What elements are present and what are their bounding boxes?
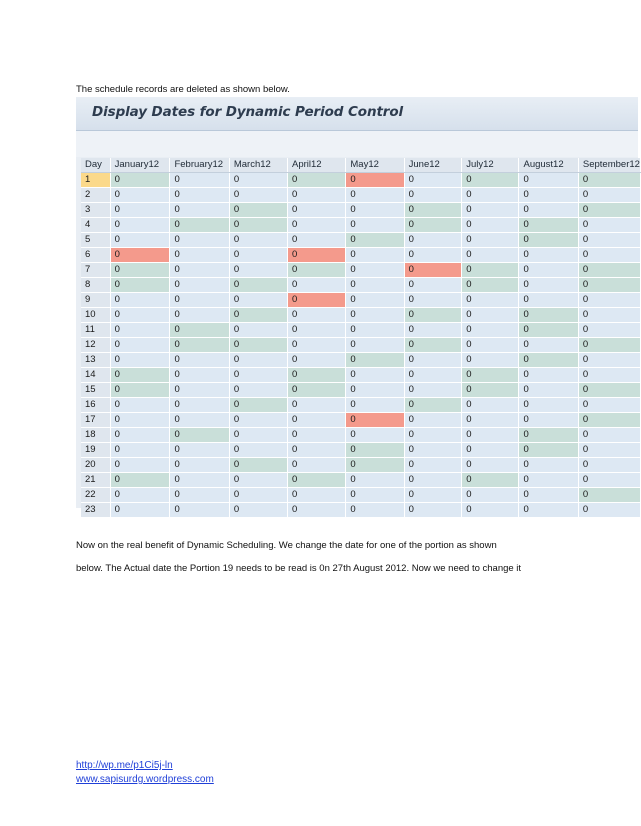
value-cell[interactable]: 0 <box>110 458 170 473</box>
day-cell[interactable]: 21 <box>81 473 110 488</box>
value-cell[interactable]: 0 <box>170 293 229 308</box>
value-cell[interactable]: 0 <box>578 323 640 338</box>
table-row <box>81 488 641 503</box>
day-cell[interactable]: 23 <box>81 503 110 518</box>
sap-title-bar <box>76 97 638 131</box>
value-cell[interactable]: 0 <box>462 308 519 323</box>
footer-site-link[interactable]: www.sapisurdg.wordpress.com <box>76 774 214 785</box>
value-cell[interactable]: 0 <box>346 428 404 443</box>
value-cell[interactable]: 0 <box>462 458 519 473</box>
value-cell[interactable]: 0 <box>578 173 640 188</box>
table-row <box>81 188 641 203</box>
day-cell[interactable]: 17 <box>81 413 110 428</box>
value-cell[interactable]: 0 <box>229 353 287 368</box>
value-cell[interactable]: 0 <box>578 503 640 518</box>
value-cell[interactable]: 0 <box>519 323 578 338</box>
table-row <box>81 248 641 263</box>
value-cell[interactable]: 0 <box>462 293 519 308</box>
table-row <box>81 338 641 353</box>
value-cell[interactable]: 0 <box>404 383 462 398</box>
value-cell[interactable]: 0 <box>110 353 170 368</box>
value-cell[interactable]: 0 <box>170 368 229 383</box>
value-cell[interactable]: 0 <box>346 233 404 248</box>
day-cell[interactable]: 12 <box>81 338 110 353</box>
value-cell[interactable]: 0 <box>229 188 287 203</box>
value-cell[interactable]: 0 <box>110 323 170 338</box>
column-header[interactable]: September12 <box>578 158 640 173</box>
value-cell[interactable]: 0 <box>346 338 404 353</box>
value-cell[interactable]: 0 <box>404 218 462 233</box>
value-cell[interactable]: 0 <box>288 353 346 368</box>
value-cell[interactable]: 0 <box>578 293 640 308</box>
value-cell[interactable]: 0 <box>578 443 640 458</box>
value-cell[interactable]: 0 <box>346 173 404 188</box>
table-row <box>81 173 641 188</box>
value-cell[interactable]: 0 <box>346 473 404 488</box>
value-cell[interactable]: 0 <box>170 503 229 518</box>
value-cell[interactable]: 0 <box>462 413 519 428</box>
value-cell[interactable]: 0 <box>346 203 404 218</box>
value-cell[interactable]: 0 <box>288 263 346 278</box>
value-cell[interactable]: 0 <box>519 368 578 383</box>
value-cell[interactable]: 0 <box>519 293 578 308</box>
value-cell[interactable]: 0 <box>346 413 404 428</box>
value-cell[interactable]: 0 <box>110 278 170 293</box>
value-cell[interactable]: 0 <box>110 308 170 323</box>
value-cell[interactable]: 0 <box>462 323 519 338</box>
table-row <box>81 503 641 518</box>
value-cell[interactable]: 0 <box>462 368 519 383</box>
value-cell[interactable]: 0 <box>229 308 287 323</box>
value-cell[interactable]: 0 <box>110 233 170 248</box>
value-cell[interactable]: 0 <box>288 488 346 503</box>
value-cell[interactable]: 0 <box>170 173 229 188</box>
value-cell[interactable]: 0 <box>346 398 404 413</box>
column-header[interactable]: July12 <box>462 158 519 173</box>
value-cell[interactable]: 0 <box>110 488 170 503</box>
value-cell[interactable]: 0 <box>578 263 640 278</box>
value-cell[interactable]: 0 <box>229 248 287 263</box>
intro-text: The schedule records are deleted as shown below. <box>76 84 290 95</box>
value-cell[interactable]: 0 <box>519 398 578 413</box>
value-cell[interactable]: 0 <box>404 353 462 368</box>
value-cell[interactable]: 0 <box>346 443 404 458</box>
value-cell[interactable]: 0 <box>404 368 462 383</box>
value-cell[interactable]: 0 <box>404 488 462 503</box>
value-cell[interactable]: 0 <box>404 263 462 278</box>
value-cell[interactable]: 0 <box>170 218 229 233</box>
column-header[interactable]: June12 <box>404 158 462 173</box>
value-cell[interactable]: 0 <box>578 458 640 473</box>
day-cell[interactable]: 16 <box>81 398 110 413</box>
value-cell[interactable]: 0 <box>404 188 462 203</box>
value-cell[interactable]: 0 <box>170 233 229 248</box>
value-cell[interactable]: 0 <box>288 173 346 188</box>
table-row <box>81 278 641 293</box>
value-cell[interactable]: 0 <box>462 398 519 413</box>
value-cell[interactable]: 0 <box>229 203 287 218</box>
day-cell[interactable]: 20 <box>81 458 110 473</box>
schedule-grid-container <box>81 158 641 515</box>
value-cell[interactable]: 0 <box>462 263 519 278</box>
value-cell[interactable]: 0 <box>288 473 346 488</box>
value-cell[interactable]: 0 <box>229 263 287 278</box>
value-cell[interactable]: 0 <box>404 503 462 518</box>
value-cell[interactable]: 0 <box>462 203 519 218</box>
value-cell[interactable]: 0 <box>346 368 404 383</box>
value-cell[interactable]: 0 <box>346 188 404 203</box>
value-cell[interactable]: 0 <box>110 218 170 233</box>
value-cell[interactable]: 0 <box>110 203 170 218</box>
paragraph-line-1: Now on the real benefit of Dynamic Scheduling. We change the date for one of the portion as shown <box>76 540 497 551</box>
value-cell[interactable]: 0 <box>519 248 578 263</box>
value-cell[interactable]: 0 <box>229 173 287 188</box>
value-cell[interactable]: 0 <box>578 473 640 488</box>
value-cell[interactable]: 0 <box>578 488 640 503</box>
value-cell[interactable]: 0 <box>578 398 640 413</box>
value-cell[interactable]: 0 <box>346 353 404 368</box>
value-cell[interactable]: 0 <box>519 278 578 293</box>
day-cell[interactable]: 15 <box>81 383 110 398</box>
value-cell[interactable]: 0 <box>404 293 462 308</box>
value-cell[interactable]: 0 <box>170 458 229 473</box>
value-cell[interactable]: 0 <box>519 173 578 188</box>
value-cell[interactable]: 0 <box>229 323 287 338</box>
value-cell[interactable]: 0 <box>288 458 346 473</box>
value-cell[interactable]: 0 <box>462 428 519 443</box>
table-row <box>81 323 641 338</box>
value-cell[interactable]: 0 <box>229 473 287 488</box>
value-cell[interactable]: 0 <box>578 338 640 353</box>
value-cell[interactable]: 0 <box>462 473 519 488</box>
value-cell[interactable]: 0 <box>404 338 462 353</box>
value-cell[interactable]: 0 <box>346 248 404 263</box>
value-cell[interactable]: 0 <box>288 383 346 398</box>
column-header[interactable]: January12 <box>110 158 170 173</box>
value-cell[interactable]: 0 <box>288 218 346 233</box>
value-cell[interactable]: 0 <box>170 263 229 278</box>
value-cell[interactable]: 0 <box>170 248 229 263</box>
value-cell[interactable]: 0 <box>229 293 287 308</box>
value-cell[interactable]: 0 <box>404 308 462 323</box>
value-cell[interactable]: 0 <box>229 368 287 383</box>
value-cell[interactable]: 0 <box>170 383 229 398</box>
value-cell[interactable]: 0 <box>110 248 170 263</box>
day-cell[interactable]: 2 <box>81 188 110 203</box>
table-row <box>81 233 641 248</box>
value-cell[interactable]: 0 <box>170 323 229 338</box>
table-row <box>81 398 641 413</box>
value-cell[interactable]: 0 <box>346 383 404 398</box>
day-cell[interactable]: 3 <box>81 203 110 218</box>
value-cell[interactable]: 0 <box>288 233 346 248</box>
column-header[interactable]: August12 <box>519 158 578 173</box>
value-cell[interactable]: 0 <box>404 173 462 188</box>
value-cell[interactable]: 0 <box>519 428 578 443</box>
value-cell[interactable]: 0 <box>170 203 229 218</box>
value-cell[interactable]: 0 <box>519 458 578 473</box>
value-cell[interactable]: 0 <box>110 383 170 398</box>
value-cell[interactable]: 0 <box>462 338 519 353</box>
schedule-grid <box>81 158 641 518</box>
value-cell[interactable]: 0 <box>229 503 287 518</box>
value-cell[interactable]: 0 <box>519 473 578 488</box>
value-cell[interactable]: 0 <box>288 368 346 383</box>
day-cell[interactable]: 10 <box>81 308 110 323</box>
value-cell[interactable]: 0 <box>346 293 404 308</box>
value-cell[interactable]: 0 <box>170 353 229 368</box>
value-cell[interactable]: 0 <box>462 218 519 233</box>
value-cell[interactable]: 0 <box>346 263 404 278</box>
value-cell[interactable]: 0 <box>346 308 404 323</box>
value-cell[interactable]: 0 <box>404 473 462 488</box>
value-cell[interactable]: 0 <box>462 353 519 368</box>
value-cell[interactable]: 0 <box>404 278 462 293</box>
value-cell[interactable]: 0 <box>170 308 229 323</box>
value-cell[interactable]: 0 <box>288 293 346 308</box>
table-row <box>81 443 641 458</box>
value-cell[interactable]: 0 <box>288 338 346 353</box>
value-cell[interactable]: 0 <box>170 278 229 293</box>
table-row <box>81 428 641 443</box>
value-cell[interactable]: 0 <box>110 188 170 203</box>
value-cell[interactable]: 0 <box>170 473 229 488</box>
value-cell[interactable]: 0 <box>229 488 287 503</box>
value-cell[interactable]: 0 <box>578 248 640 263</box>
value-cell[interactable]: 0 <box>110 293 170 308</box>
day-cell[interactable]: 6 <box>81 248 110 263</box>
value-cell[interactable]: 0 <box>462 503 519 518</box>
day-cell[interactable]: 13 <box>81 353 110 368</box>
value-cell[interactable]: 0 <box>288 428 346 443</box>
value-cell[interactable]: 0 <box>404 458 462 473</box>
value-cell[interactable]: 0 <box>110 263 170 278</box>
value-cell[interactable]: 0 <box>519 503 578 518</box>
column-header[interactable]: April12 <box>288 158 346 173</box>
day-cell[interactable]: 8 <box>81 278 110 293</box>
value-cell[interactable]: 0 <box>288 188 346 203</box>
value-cell[interactable]: 0 <box>288 503 346 518</box>
value-cell[interactable]: 0 <box>462 383 519 398</box>
sap-screen-title: Display Dates for Dynamic Period Control <box>92 104 404 120</box>
value-cell[interactable]: 0 <box>288 443 346 458</box>
value-cell[interactable]: 0 <box>346 503 404 518</box>
value-cell[interactable]: 0 <box>229 398 287 413</box>
value-cell[interactable]: 0 <box>462 248 519 263</box>
value-cell[interactable]: 0 <box>578 308 640 323</box>
value-cell[interactable]: 0 <box>578 203 640 218</box>
column-header[interactable]: May12 <box>346 158 404 173</box>
value-cell[interactable]: 0 <box>110 338 170 353</box>
value-cell[interactable]: 0 <box>519 383 578 398</box>
value-cell[interactable]: 0 <box>519 218 578 233</box>
value-cell[interactable]: 0 <box>519 443 578 458</box>
value-cell[interactable]: 0 <box>519 188 578 203</box>
day-cell[interactable]: 5 <box>81 233 110 248</box>
value-cell[interactable]: 0 <box>346 218 404 233</box>
value-cell[interactable]: 0 <box>404 443 462 458</box>
value-cell[interactable]: 0 <box>578 383 640 398</box>
value-cell[interactable]: 0 <box>288 203 346 218</box>
value-cell[interactable]: 0 <box>462 188 519 203</box>
value-cell[interactable]: 0 <box>229 278 287 293</box>
value-cell[interactable]: 0 <box>578 188 640 203</box>
value-cell[interactable]: 0 <box>229 458 287 473</box>
day-cell[interactable]: 7 <box>81 263 110 278</box>
day-cell[interactable]: 1 <box>81 173 110 188</box>
value-cell[interactable]: 0 <box>229 413 287 428</box>
value-cell[interactable]: 0 <box>288 308 346 323</box>
value-cell[interactable]: 0 <box>519 308 578 323</box>
value-cell[interactable]: 0 <box>519 203 578 218</box>
value-cell[interactable]: 0 <box>578 233 640 248</box>
table-row <box>81 293 641 308</box>
value-cell[interactable]: 0 <box>578 428 640 443</box>
value-cell[interactable]: 0 <box>170 443 229 458</box>
value-cell[interactable]: 0 <box>288 323 346 338</box>
day-cell[interactable]: 11 <box>81 323 110 338</box>
value-cell[interactable]: 0 <box>229 218 287 233</box>
value-cell[interactable]: 0 <box>110 398 170 413</box>
value-cell[interactable]: 0 <box>404 323 462 338</box>
value-cell[interactable]: 0 <box>346 458 404 473</box>
day-cell[interactable]: 19 <box>81 443 110 458</box>
day-cell[interactable]: 22 <box>81 488 110 503</box>
table-row <box>81 413 641 428</box>
value-cell[interactable]: 0 <box>170 338 229 353</box>
value-cell[interactable]: 0 <box>229 338 287 353</box>
value-cell[interactable]: 0 <box>462 173 519 188</box>
value-cell[interactable]: 0 <box>110 413 170 428</box>
value-cell[interactable]: 0 <box>170 488 229 503</box>
paragraph-line-2: below. The Actual date the Portion 19 needs to be read is 0n 27th August 2012. Now we need to change it <box>76 563 522 574</box>
value-cell[interactable]: 0 <box>170 413 229 428</box>
value-cell[interactable]: 0 <box>288 413 346 428</box>
day-cell[interactable]: 4 <box>81 218 110 233</box>
column-header[interactable]: February12 <box>170 158 229 173</box>
table-row <box>81 383 641 398</box>
value-cell[interactable]: 0 <box>404 233 462 248</box>
table-row <box>81 263 641 278</box>
day-cell[interactable]: 14 <box>81 368 110 383</box>
value-cell[interactable]: 0 <box>578 413 640 428</box>
value-cell[interactable]: 0 <box>110 473 170 488</box>
value-cell[interactable]: 0 <box>519 413 578 428</box>
value-cell[interactable]: 0 <box>404 248 462 263</box>
value-cell[interactable]: 0 <box>578 368 640 383</box>
day-cell[interactable]: 9 <box>81 293 110 308</box>
table-row <box>81 218 641 233</box>
value-cell[interactable]: 0 <box>346 278 404 293</box>
value-cell[interactable]: 0 <box>110 443 170 458</box>
sap-toolbar <box>76 131 638 157</box>
value-cell[interactable]: 0 <box>229 233 287 248</box>
value-cell[interactable]: 0 <box>110 428 170 443</box>
value-cell[interactable]: 0 <box>578 218 640 233</box>
value-cell[interactable]: 0 <box>229 383 287 398</box>
value-cell[interactable]: 0 <box>462 278 519 293</box>
table-row <box>81 368 641 383</box>
value-cell[interactable]: 0 <box>346 323 404 338</box>
value-cell[interactable]: 0 <box>404 413 462 428</box>
value-cell[interactable]: 0 <box>462 488 519 503</box>
day-cell[interactable]: 18 <box>81 428 110 443</box>
value-cell[interactable]: 0 <box>110 173 170 188</box>
value-cell[interactable]: 0 <box>519 233 578 248</box>
table-row <box>81 203 641 218</box>
value-cell[interactable]: 0 <box>404 203 462 218</box>
grid-header-row <box>81 158 641 173</box>
value-cell[interactable]: 0 <box>404 398 462 413</box>
column-header[interactable]: March12 <box>229 158 287 173</box>
value-cell[interactable]: 0 <box>578 353 640 368</box>
value-cell[interactable]: 0 <box>519 353 578 368</box>
value-cell[interactable]: 0 <box>346 488 404 503</box>
value-cell[interactable]: 0 <box>519 488 578 503</box>
value-cell[interactable]: 0 <box>462 233 519 248</box>
table-row <box>81 308 641 323</box>
value-cell[interactable]: 0 <box>170 398 229 413</box>
footer-short-link[interactable]: http://wp.me/p1Ci5j-ln <box>76 760 173 771</box>
value-cell[interactable]: 0 <box>519 338 578 353</box>
value-cell[interactable]: 0 <box>110 503 170 518</box>
value-cell[interactable]: 0 <box>462 443 519 458</box>
value-cell[interactable]: 0 <box>229 428 287 443</box>
table-row <box>81 458 641 473</box>
value-cell[interactable]: 0 <box>288 278 346 293</box>
value-cell[interactable]: 0 <box>170 188 229 203</box>
table-row <box>81 353 641 368</box>
table-row <box>81 473 641 488</box>
value-cell[interactable]: 0 <box>578 278 640 293</box>
value-cell[interactable]: 0 <box>229 443 287 458</box>
value-cell[interactable]: 0 <box>110 368 170 383</box>
sap-screenshot <box>76 97 640 515</box>
value-cell[interactable]: 0 <box>404 428 462 443</box>
column-header-day[interactable]: Day <box>81 158 110 173</box>
value-cell[interactable]: 0 <box>288 248 346 263</box>
value-cell[interactable]: 0 <box>519 263 578 278</box>
value-cell[interactable]: 0 <box>170 428 229 443</box>
value-cell[interactable]: 0 <box>288 398 346 413</box>
